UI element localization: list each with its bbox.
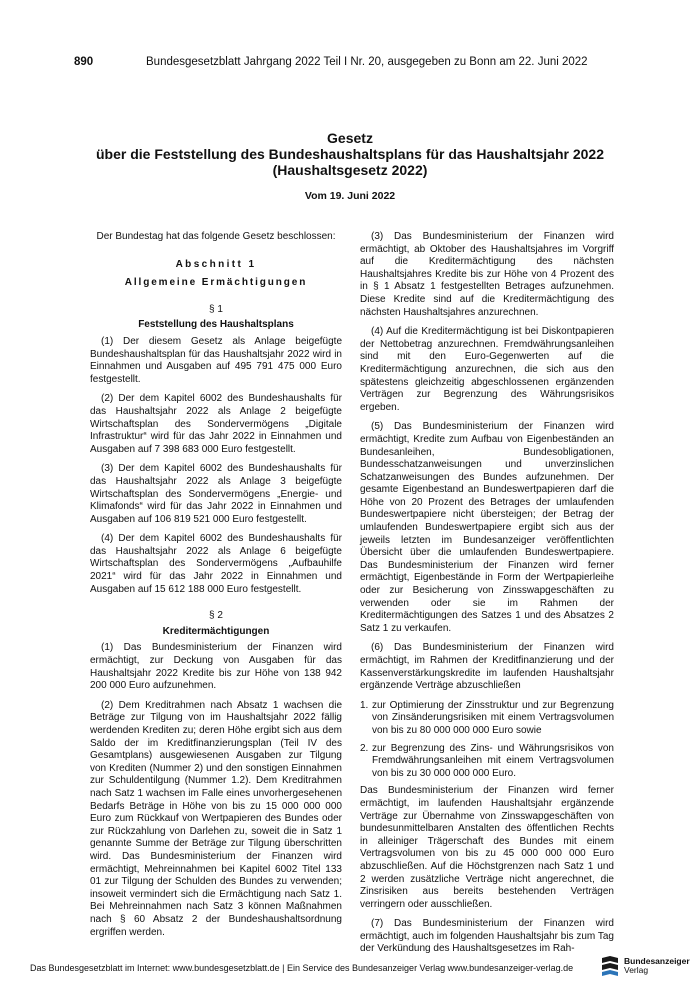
list-item xyxy=(360,743,614,781)
clause: (1) Der diesem Gesetz als Anlage beigefügte Bundeshaushaltsplan für das Haushaltsjahr 2022 wird in Einnahmen und Ausgaben auf 495 791 475 000 Euro festgestellt. xyxy=(90,335,342,385)
section-title: Allgemeine Ermächtigungen xyxy=(124,277,308,289)
publisher-logo xyxy=(600,955,690,977)
list-number: 2. xyxy=(360,742,369,754)
clause: (5) Das Bundesministerium der Finanzen wird ermächtigt, Kredite zum Aufbau von Eigenbeständen an Bundesanleihen, Bundesobligationen, Bundesschatzanweisungen und unverzinslichen Schatzanweisungen des Bundes aufzunehmen. Der gesamte Eigenbestand an Bundeswertpapieren darf die Höhe von 20 Prozent des Betrages der umlaufenden Bundeswertpapiere nicht übersteigen; der Betrag der umlaufenden Bundeswertpapiere ergibt sich aus der jeweils letzten im Bundesanzeiger veröffentlichten Übersicht über die umlaufenden Bundeswertpapiere. Das Bundesministerium der Finanzen wird ferner ermächtigt, Eigenbestände in Form der Wertpapierleihe oder zur Besicherung von Zinsswapgeschäften zu verwenden oder sie im Rahmen der Kreditermächtigungen des Satzes 1 und des Absatzes 2 Satz 1 zu verkaufen. xyxy=(360,421,614,634)
title-line-2: über die Feststellung des Bundeshaushaltsplans für das Haushaltsjahr 2022 xyxy=(95,146,605,162)
page-number: 890 xyxy=(74,56,94,68)
clause: (2) Dem Kreditrahmen nach Absatz 1 wachsen die Beträge zur Tilgung von im Haushaltsjahr 2022 fällig werdenden Krediten zu; deren Höhe ergibt sich aus dem Saldo der im Kreditfinanzierungsplan (Teil IV des Gesamtplans) ausgewiesenen Ausgaben zur Tilgung von Krediten (Nummer 2) und den sonstigen Einnahmen zur Schuldentilgung (Nummer 1.2). Dem Kreditrahmen nach Satz 1 wachsen im Falle eines unvorhergesehenen Bedarfs Beträge in Höhe von bis zu 15 000 000 000 Euro zum Rückkauf von Wertpapieren des Bundes oder zur Rückzahlung von Darlehen zu, soweit die in Satz 1 genannte Summe der Beträge zur Tilgung überschritten wird. Das Bundesministerium der Finanzen wird ermächtigt, Mehreinnahmen bei Kapitel 6002 Titel 133 01 zur Tilgung der Schulden des Bundes zu verwenden; insoweit vermindert sich die Ermächtigung nach Satz 1. Bei Mehreinnahmen nach Satz 3 können Maßnahmen nach § 60 Absatz 2 der Bundeshaushaltsordnung ergriffen werden. xyxy=(90,699,342,938)
clause: (4) Der dem Kapitel 6002 des Bundeshaushalts für das Haushaltsjahr 2022 als Anlage 6 beigefügte Wirtschaftsplan des Sondervermögens „Aufbauhilfe 2021“ wird für das Jahr 2022 in Einnahmen und Ausgaben auf 15 612 188 000 Euro festgestellt. xyxy=(90,533,342,595)
intro-text: Der Bundestag hat das folgende Gesetz beschlossen: xyxy=(96,231,336,242)
list-text: zur Optimierung der Zinsstruktur und zur Begrenzung von Zinsänderungsrisiken mit einem Vertragsvolumen von bis zu 80 000 000 000 Euro sowie xyxy=(372,699,614,736)
clause: (1) Das Bundesministerium der Finanzen wird ermächtigt, zur Deckung von Ausgaben für das Haushaltsjahr 2022 Kredite bis zur Höhe von 138 942 200 000 Euro aufzunehmen. xyxy=(90,642,342,692)
law-date: Vom 19. Juni 2022 xyxy=(304,190,396,202)
title-line-1: Gesetz xyxy=(327,130,373,146)
clause: Das Bundesministerium der Finanzen wird ferner ermächtigt, im laufenden Haushaltsjahr ergänzende Verträge zur Übernahme von Zinsswapgeschäften von bundesunmittelbaren Anstalten des öffentlichen Rechts in alleiniger Trägerschaft des Bundes mit einem Vertragsvolumen von bis zu 45 000 000 000 Euro abzuschließen. Auf die Höchstgrenzen nach Satz 1 und 2 werden zusätzliche Verträge nicht angerechnet, die Zinsrisiken aus bereits bestehenden Verträgen verringern oder ausschließen. xyxy=(360,785,614,910)
list-item xyxy=(360,700,614,738)
logo-name: Bundesanzeiger xyxy=(624,955,690,966)
section-heading: Abschnitt 1 xyxy=(175,258,257,270)
list-number: 1. xyxy=(360,699,369,711)
paragraph-title: Feststellung des Haushaltsplans xyxy=(138,319,294,331)
clause: (6) Das Bundesministerium der Finanzen wird ermächtigt, im Rahmen der Kreditfinanzierung und der Kassenverstärkungskredite im laufenden Haushaltsjahr ergänzende Verträge abzuschließen xyxy=(360,642,614,692)
clause: (7) Das Bundesministerium der Finanzen wird ermächtigt, auch im folgenden Haushaltsjahr bis zum Tag der Verkündung des Haushaltsgesetzes im Rah- xyxy=(360,918,614,955)
paragraph-number: § 1 xyxy=(209,303,223,315)
clause: (3) Das Bundesministerium der Finanzen wird ermächtigt, ab Oktober des Haushaltsjahres im Vorgriff auf die Kreditermächtigung des nächsten Haushaltsjahres Kredite bis zur Höhe von 4 Prozent des in § 1 Absatz 1 festgestellten Betrages aufzunehmen. Diese Kredite sind auf die Kreditermächtigung des nächsten Haushaltsjahres anzurechnen. xyxy=(360,231,614,318)
clause: (4) Auf die Kreditermächtigung ist bei Diskontpapieren der Nettobetrag anzurechnen. Fremdwährungsanleihen sind mit den Euro-Gegenwerten auf die Kreditermächtigung anzurechnen, die sich aus den spätestens gleichzeitig abgeschlossenen ergänzenden Verträgen zur Begrenzung des Währungsrisikos ergeben. xyxy=(360,326,614,413)
left-column xyxy=(90,231,342,946)
bundesanzeiger-logo-icon xyxy=(600,955,620,977)
right-column xyxy=(360,231,614,963)
page-footer: Das Bundesgesetzblatt im Internet: www.bundesgesetzblatt.de | Ein Service des Bundesanzeiger Verlag www.bundesanzeiger-verlag.de xyxy=(30,963,574,973)
list-text: zur Begrenzung des Zins- und Währungsrisikos von Fremdwährungsanleihen mit einem Vertragsvolumen von bis zu 30 000 000 000 Euro. xyxy=(372,742,614,779)
paragraph-number: § 2 xyxy=(209,610,223,622)
paragraph-title: Kreditermächtigungen xyxy=(162,625,270,637)
header-line: Bundesgesetzblatt Jahrgang 2022 Teil I Nr. 20, ausgegeben zu Bonn am 22. Juni 2022 xyxy=(146,56,588,68)
law-title xyxy=(90,130,610,178)
clause: (2) Der dem Kapitel 6002 des Bundeshaushalts für das Haushaltsjahr 2022 als Anlage 2 beigefügte Wirtschaftsplan des Sondervermögens „Digitale Infrastruktur“ wird für das Jahr 2022 in Einnahmen und Ausgaben auf 7 398 683 000 Euro festgestellt. xyxy=(90,393,342,455)
logo-sub: Verlag xyxy=(624,965,649,975)
clause: (3) Der dem Kapitel 6002 des Bundeshaushalts für das Haushaltsjahr 2022 als Anlage 3 beigefügte Wirtschaftsplan des Sondervermögens „Energie- und Klimafonds“ wird für das Jahr 2022 in Einnahmen und Ausgaben auf 106 819 521 000 Euro festgestellt. xyxy=(90,463,342,525)
title-line-3: (Haushaltsgesetz 2022) xyxy=(272,162,428,178)
